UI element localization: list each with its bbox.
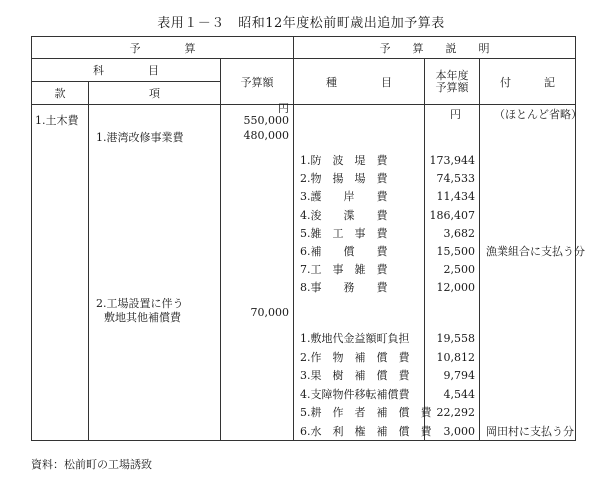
kou1-label: 1.港湾改修事業費 (96, 131, 184, 144)
group2-item-amount: 4,544 (443, 387, 476, 401)
group1-item-amount: 3,682 (443, 226, 476, 240)
header-shumoku: 種 目 (294, 59, 425, 105)
kou2-label-1: 2.工場設置に伴う (96, 297, 184, 310)
header-kamoku: 科 目 (32, 59, 221, 82)
group1-item-note: 漁業組合に支払う分 (486, 245, 586, 258)
group1-item-amount: 173,944 (429, 154, 476, 167)
col-fuki (480, 105, 586, 441)
col-shumoku (294, 105, 432, 441)
header-kou: 項 (89, 82, 221, 105)
group1-item-name: 4.浚 渫 費 (300, 208, 388, 222)
group1-item-amount: 74,533 (436, 172, 476, 186)
header-fuki: 付 記 (480, 59, 576, 105)
group1-item-name: 7.工 事 雑 費 (300, 263, 388, 277)
group2-item-name: 4.支障物件移転補償費 (300, 387, 410, 401)
kan-amount: 550,000 (243, 114, 290, 127)
group1-item-name: 8.事 務 費 (300, 281, 388, 295)
group2-item-name: 6.水 利 権 補 償 費 (300, 425, 432, 438)
group2-item-name: 5.耕 作 者 補 償 費 (300, 406, 432, 420)
group2-item-name: 1.敷地代金益額町負担 (300, 332, 410, 345)
group1-item-amount: 186,407 (429, 208, 476, 222)
group1-item-name: 5.雑 工 事 費 (300, 226, 388, 240)
group2-item-amount: 22,292 (436, 406, 476, 420)
group2-item-amount: 9,794 (443, 369, 476, 383)
header-kan: 款 (32, 82, 89, 105)
group1-item-name: 1.防 波 堤 費 (300, 154, 388, 167)
group1-item-name: 3.護 岸 費 (300, 190, 388, 204)
group2-item-amount: 3,000 (443, 425, 476, 438)
kou2-label-2: 敷地其他補償費 (104, 311, 181, 324)
group2-item-name: 2.作 物 補 償 費 (300, 350, 410, 364)
group2-item-amount: 10,812 (436, 350, 476, 364)
group2-item-name: 3.果 樹 補 償 費 (300, 369, 410, 383)
kou1-amount: 480,000 (243, 129, 290, 142)
header-honnendo-text: 本年度 予算額 (435, 68, 469, 94)
source-note: 資料：松前町の工場誘致 (31, 458, 152, 471)
kan-label: 1.土木費 (35, 114, 79, 127)
kou2-amount: 70,000 (250, 306, 290, 319)
col-honnendo (425, 105, 480, 441)
group1-item-amount: 2,500 (443, 263, 476, 277)
table-title: 表用１－３ 昭和12年度松前町歳出追加予算表 (157, 16, 445, 31)
group1-item-amount: 12,000 (436, 281, 476, 295)
note-top: （ほとんど省略） (494, 108, 583, 121)
group2-item-amount: 19,558 (436, 332, 476, 345)
header-setsumei: 予 算 説 明 (294, 37, 576, 59)
group1-item-amount: 15,500 (436, 245, 476, 258)
col-kan (32, 105, 89, 441)
group1-item-name: 2.物 揚 場 費 (300, 172, 388, 186)
col-yosangaku (221, 102, 294, 441)
group2-item-note: 岡田村に支払う分 (486, 425, 575, 438)
header-honnendo (425, 59, 480, 105)
detail-unit: 円 (450, 108, 462, 121)
col-kou (89, 105, 221, 441)
kan-unit: 円 (278, 102, 290, 115)
budget-table (31, 36, 586, 441)
header-yosan: 予 算 (32, 37, 294, 59)
group1-item-amount: 11,434 (436, 190, 476, 204)
header-yosangaku: 予算額 (221, 59, 294, 105)
group1-item-name: 6.補 償 費 (300, 245, 388, 258)
